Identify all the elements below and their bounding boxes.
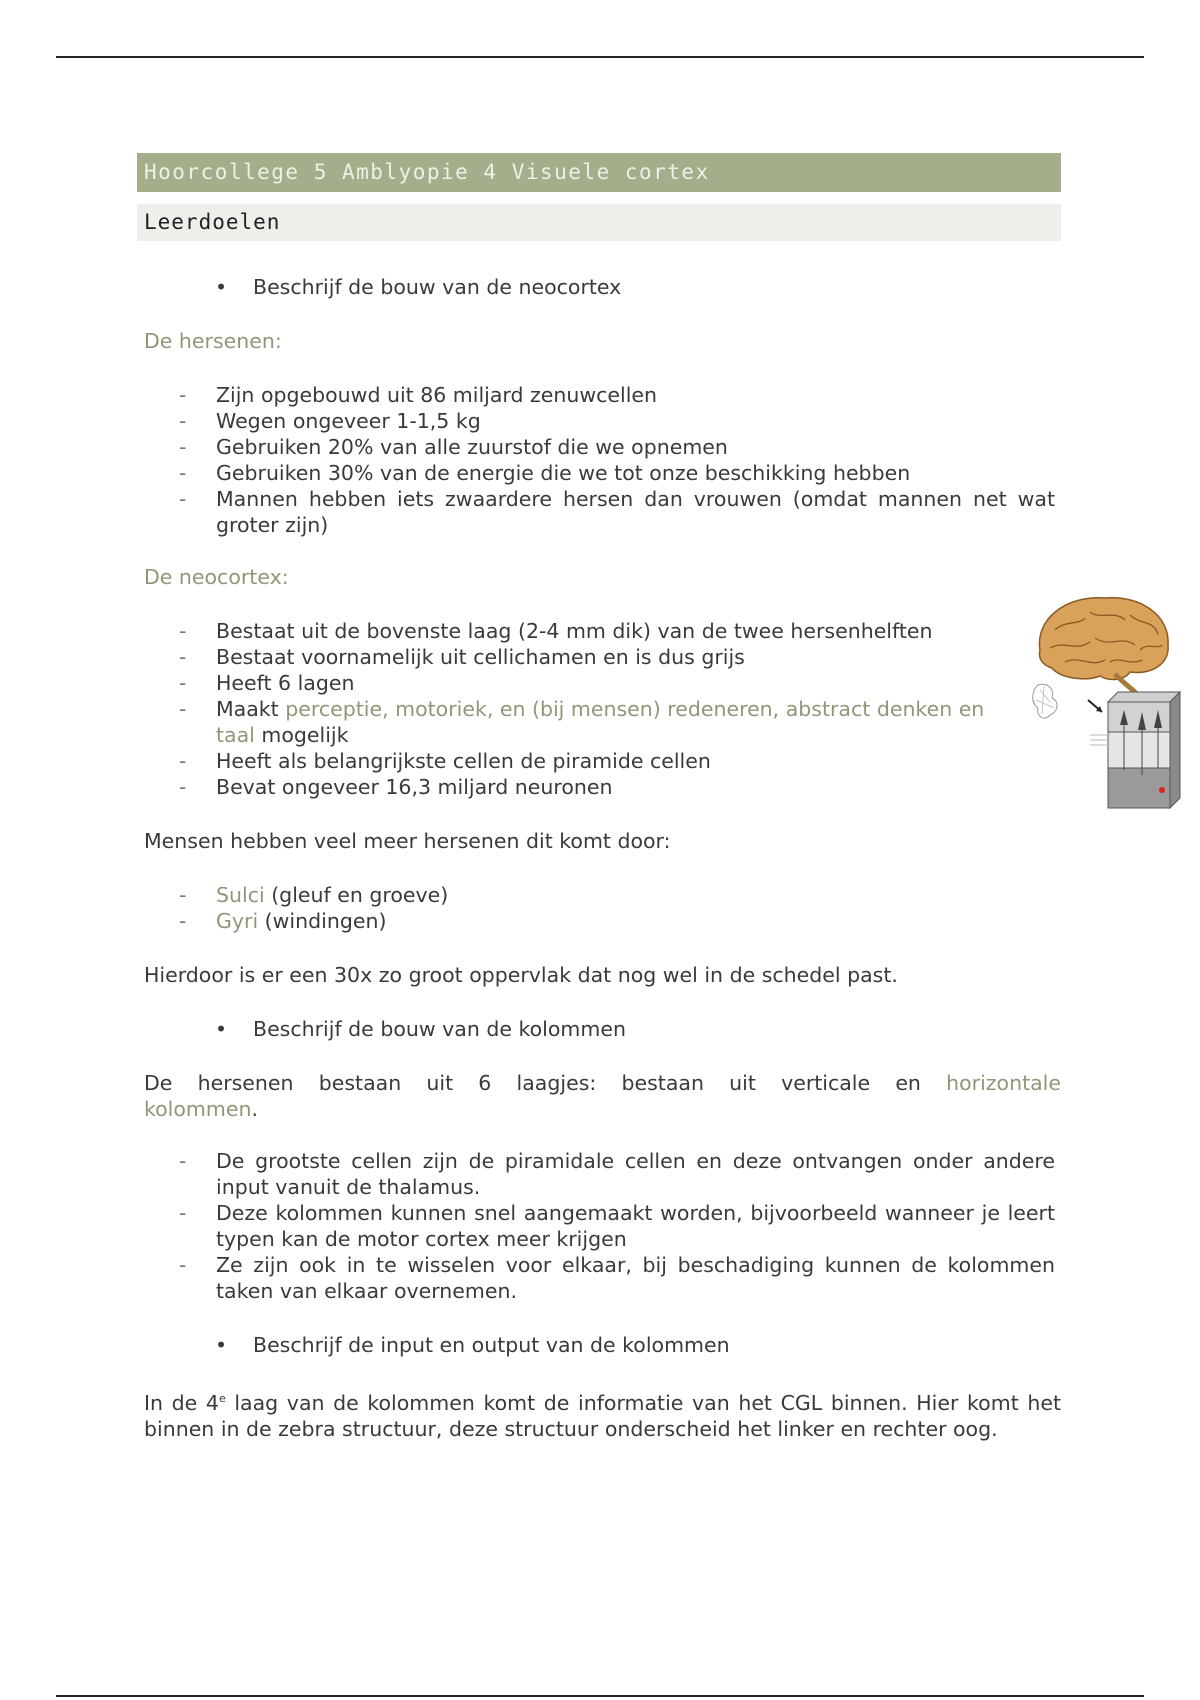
highlight-text: perceptie, motoriek, en (bij mensen) redeneren, abstract denken en taal bbox=[216, 697, 985, 747]
section-heading-neocortex: De neocortex: bbox=[144, 565, 289, 589]
objective-item: • Beschrijf de bouw van de kolommen bbox=[215, 1017, 626, 1041]
page-top-rule bbox=[56, 56, 1144, 58]
list-item: - Maakt perceptie, motoriek, en (bij mensen) redeneren, abstract denken en taal mogelijk bbox=[179, 697, 985, 747]
brain-icon bbox=[1039, 598, 1168, 698]
dash-icon: - bbox=[179, 909, 187, 933]
list-item: - Gebruiken 30% van de energie die we tot onze beschikking hebben bbox=[179, 461, 911, 485]
highlight-text: horizontale kolommen bbox=[144, 1071, 1061, 1121]
list-item: - Heeft 6 lagen bbox=[179, 671, 355, 695]
objective-item: • Beschrijf de bouw van de neocortex bbox=[215, 275, 622, 299]
dash-icon: - bbox=[179, 619, 187, 643]
paragraph-oppervlak: Hierdoor is er een 30x zo groot oppervlak dat nog wel in de schedel past. bbox=[144, 963, 898, 987]
term-text: Sulci bbox=[216, 883, 265, 907]
list-item: - Bestaat voornamelijk uit cellichamen en is dus grijs bbox=[179, 645, 745, 669]
dash-icon: - bbox=[179, 409, 187, 433]
dash-icon: - bbox=[179, 487, 187, 511]
list-item: - Bevat ongeveer 16,3 miljard neuronen bbox=[179, 775, 613, 799]
list-item: - Mannen hebben iets zwaardere hersen dan vrouwen (omdat mannen net wat groter zijn) bbox=[179, 487, 1055, 537]
dash-icon: - bbox=[179, 697, 187, 721]
section-title-leerdoelen: Leerdoelen bbox=[137, 204, 1061, 241]
list-item: - Sulci (gleuf en groeve) bbox=[179, 883, 449, 907]
hersenen-list bbox=[137, 382, 1061, 538]
dash-icon: - bbox=[179, 671, 187, 695]
brain-cortex-illustration bbox=[1030, 590, 1190, 820]
cortex-column-icon bbox=[1090, 692, 1180, 808]
dash-icon: - bbox=[179, 1201, 187, 1225]
list-item: - De grootste cellen zijn de piramidale cellen en deze ontvangen onder andere input vanuit de thalamus. bbox=[179, 1149, 1055, 1199]
list-item: - Deze kolommen kunnen snel aangemaakt worden, bijvoorbeeld wanneer je leert typen kan de motor cortex meer krijgen bbox=[179, 1201, 1055, 1251]
list-item: - Wegen ongeveer 1-1,5 kg bbox=[179, 409, 481, 433]
page-bottom-rule bbox=[56, 1695, 1144, 1697]
kolommen-list bbox=[137, 1148, 1061, 1304]
list-item: - Zijn opgebouwd uit 86 miljard zenuwcellen bbox=[179, 383, 658, 407]
neuron-sketch-icon bbox=[1033, 684, 1102, 718]
section-heading-hersenen: De hersenen: bbox=[144, 329, 282, 353]
list-item: - Gebruiken 20% van alle zuurstof die we opnemen bbox=[179, 435, 728, 459]
objective-item: • Beschrijf de input en output van de kolommen bbox=[215, 1333, 730, 1357]
dash-icon: - bbox=[179, 645, 187, 669]
dash-icon: - bbox=[179, 1253, 187, 1277]
page-title: Hoorcollege 5 Amblyopie 4 Visuele cortex bbox=[137, 153, 1061, 192]
dash-icon: - bbox=[179, 435, 187, 459]
neocortex-list bbox=[137, 618, 1019, 800]
document-body bbox=[137, 153, 1061, 1442]
dash-icon: - bbox=[179, 461, 187, 485]
dash-icon: - bbox=[179, 749, 187, 773]
paragraph-input-output: In de 4e laag van de kolommen komt de informatie van het CGL binnen. Hier komt het binnen in de zebra structuur, deze structuur onderscheid het linker en rechter oog. bbox=[144, 1390, 1061, 1441]
bullet-icon: • bbox=[215, 275, 228, 299]
dash-icon: - bbox=[179, 1149, 187, 1173]
dash-icon: - bbox=[179, 383, 187, 407]
list-item: - Ze zijn ook in te wisselen voor elkaar, bij beschadiging kunnen de kolommen taken van elkaar overnemen. bbox=[179, 1253, 1055, 1303]
bullet-icon: • bbox=[215, 1333, 228, 1357]
list-item: - Gyri (windingen) bbox=[179, 909, 387, 933]
term-text: Gyri bbox=[216, 909, 259, 933]
paragraph-kolommen: De hersenen bestaan uit 6 laagjes: bestaan uit verticale en horizontale kolommen. bbox=[144, 1071, 1061, 1121]
list-item: - Heeft als belangrijkste cellen de piramide cellen bbox=[179, 749, 711, 773]
dash-icon: - bbox=[179, 883, 187, 907]
paragraph-meer-hersenen: Mensen hebben veel meer hersenen dit komt door: bbox=[144, 829, 671, 853]
bullet-icon: • bbox=[215, 1017, 228, 1041]
dash-icon: - bbox=[179, 775, 187, 799]
sulci-gyri-list bbox=[137, 882, 1061, 934]
list-item: - Bestaat uit de bovenste laag (2-4 mm dik) van de twee hersenhelften bbox=[179, 619, 933, 643]
